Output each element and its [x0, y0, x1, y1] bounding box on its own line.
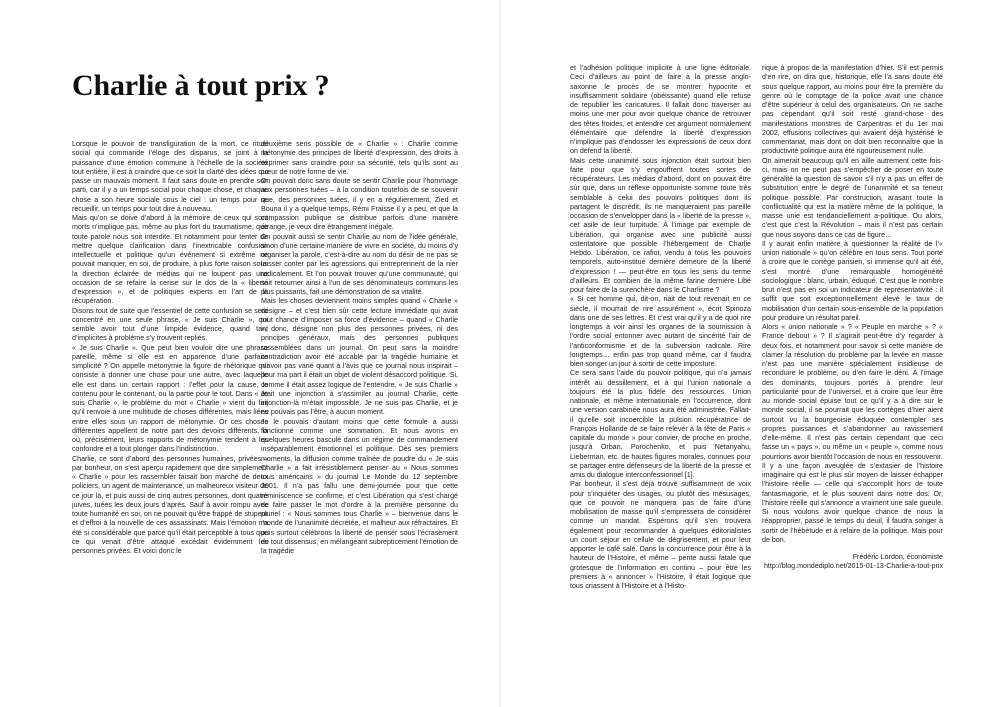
- paragraph: Mais cette unanimité sous injonction était surtout bien faite pour que s’y engouffrent toutes sortes de récupérateurs. Les médias d’abord, dont on pouvait être sûr que, dans un réflexe opportuniste somme toute très semblable à celui des pouvoirs politiques dont ils partagent le discrédit, ils ne manqueraient pas pareille occasion de s’envelopper dans la « liberté de la presse », cet asile de leur turpitude. À l’image par exemple de Libération, qui organise avec une publicité aussi ostentatoire que possible l’hébergement de Charlie Hebdo. Libération, ce rafiot, vendu à tous les pouvoirs temporels, auto-institué dernière demeure de la liberté d’expression ! — peut-être en tous les sens du terme d’ailleurs. Et combien de la même farine dernière Libé pour faire de la surenchère dans le Charlisme ?: [570, 156, 751, 294]
- paragraph: « Si cet homme qui, dit-on, riait de tout revenait en ce siècle, il mourrait de rire assurément », écrit Spinoza dans une de ses lettres. Et c’est vrai qu’il y a de quoi rire longtemps à voir ainsi les organes de la soumission à l’ordre social entonner avec autant de sincérité l’air de l’anticonformisme et de la subversion radicale. Rire longtemps… enfin pas trop quand même, car il faudra bien songer un jour à sortir de cette imposture.: [570, 295, 751, 368]
- paragraph: Par bonheur, il s’est déjà trouvé suffisamment de voix pour s’inquiéter des usages, ou plutôt des mésusages, que ce pouvoir ne manquera pas de faire d’une mobilisation de masse qu’il s’empressera de considérer comme un mandat. Espérons qu’il s’en trouvera également pour recommander à quelques éditorialistes un court séjour en cellule de dégrisement, et pour leur apporter le café salé. Dans la concurrence pour être à la hauteur de l’Histoire, et même – pente aussi fatale que grotesque de l’information en continu – pour être les premiers à « annoncer » l’Histoire, il était logique que tous criassent à l’Histoire et à l’Histo-: [570, 480, 751, 590]
- paragraph: et l’adhésion politique implicite à une ligne éditoriale. Ceci d’ailleurs au point de faire à la presse anglo-saxonne le procès de se montrer hypocrite et insuffisamment solidaire (obéissante) quand elle refuse de republier les caricatures. Il fallait donc traverser au moins une mer pour avoir quelque chance de retrouver des têtes froides, et entendre cet argument normalement élémentaire que défendre la liberté d’expression n’implique pas d’endosser les expressions de ceux dont on défend la liberté.: [570, 64, 751, 156]
- author-credit: Frédéric Lordon, économiste: [852, 553, 943, 561]
- paragraph: Ce sera sans l’aide du pouvoir politique, qui n’a jamais intérêt au dessillement, et à qui l’union nationale a toujours été la plus fidèle des ressources. Union nationale, et même internationale en l’occurrence, dont une version carabinée nous aura été administrée. Fallait-il qu’elle soit incoercible la pulsion récupératrice de François Hollande de se faire relever à la tête de Paris « capitale du monde » pour convier, de proche en proche, jusqu’à Orban, Porochenko, et puis Netanyahu, Lieberman, etc. de hautes figures morales, connues pour se partager entre défenseurs de la liberté de la presse et amis du dialogue interconfessionnel [1].: [570, 369, 751, 479]
- article-signature: [762, 553, 943, 572]
- paragraph: « Je suis Charlie ». Que peut bien vouloir dire une phrase pareille, même si elle est en apparence d’une parfaite simplicité ? On appelle métonymie la figure de rhétorique qui consiste à donner une chose pour une autre, avec laquelle elle est dans un certain rapport : l’effet pour la cause, le contenu pour le contenant, ou la partie pour le tout. Dans « Je suis Charlie », le problème du mot « Charlie » vient du fait qu’il renvoie à une multitude de choses différentes, mais liées entre elles sous un rapport de métonymie. Or ces choses différentes appellent de notre part des devoirs différents, là où, précisément, leurs rapports de métonymie tendent à les confondre et à tout plonger dans l’indistinction.: [72, 343, 268, 454]
- article-column-1: [72, 140, 268, 556]
- article-column-4: [762, 64, 943, 572]
- paragraph: On pouvait aussi se sentir Charlie au nom de l’idée générale, sinon d’une certaine manière de vivre en société, du moins d’y organiser la parole, c’est-à-dire au nom du désir de ne pas se laisser conter par les agressions qui entreprennent de la nier radicalement. Et l’on pouvait trouver qu’une communauté, qui sait retourner ainsi à l’un de ses dénominateurs communs les plus puissants, fait une démonstration de sa vitalité.: [261, 232, 458, 296]
- paragraph: On pouvait donc sans doute se sentir Charlie pour l’hommage aux personnes tuées – à la condition toutefois de se souvenir que, des personnes tuées, il y en a régulièrement, Zied et Bouna il y a quelque temps, Rémi Fraisse il y a peu, et que la compassion publique se distribue parfois d’une manière étrange, je veux dire étrangement inégale.: [261, 177, 458, 232]
- paragraph: On aimerait beaucoup qu’il en aille autrement cette fois-ci, mais on ne peut pas s’empêcher de poser en toute généralité la question de savoir s’il n’y a pas un effet de substitution entre le degré de l’unanimité et sa teneur politique possible. Par construction, arasant toute la conflictualité qui est la matière même de la politique, la masse unie est tendanciellement a-politique. Ou alors, c’est que c’est la Révolution – mais il n’est pas certain que nous soyons dans ce cas de figure…: [762, 156, 943, 239]
- paragraph: Alors « union nationale » ? « Peuple en marche » ? « France debout » ? Il s’agirait peut-être d’y regarder à deux fois, et notamment pour savoir si cette manière de clamer la résolution du problème par la levée en masse n’est pas une manière spécialement insidieuse de reconduire le problème, ou d’en faire le déni. À l’image des dominants, toujours portés à prendre leur particularité pour de l’universel, et à croire que leur être au monde social épuise tout ce qu’il y a à dire sur le monde social, il se pourrait que les cortèges d’hier aient surtout vu la bourgeoisie éduquée contempler ses propres puissances et s’abandonner au ravissement d’elle-même. Il n’est pas certain cependant que ceci fasse un « pays », ou même un « peuple », comme nous pourrions avoir bientôt l’occasion de nous en ressouvenir.: [762, 323, 943, 461]
- paragraph: Lorsque le pouvoir de transfiguration de la mort, ce rituel social qui commande l’éloge des disparus, se joint à la puissance d’une émotion commune à l’échelle de la société tout entière, il est à craindre que ce soit la clarté des idées qui passe un mauvais moment. Il faut sans doute en prendre son parti, car il y a un temps social pour chaque chose, et chaque chose a son heure sociale sous le ciel : un temps pour se recueillir, un temps pour tout dire à nouveau.: [72, 140, 268, 213]
- paragraph: Disons tout de suite que l’essentiel de cette confusion se sera concentré en une seule phrase, « Je suis Charlie », qui semble avoir tout d’une limpide évidence, quand tant d’implicites à problème s’y trouvent repliés.: [72, 306, 268, 343]
- paragraph: Il y a une façon aveuglée de s’extasier de l’histoire imaginaire qui est le plus sûr moyen de laisser échapper l’histoire réelle — celle qui s’accomplit hors de toute fantasmagorie, et le plus souvent dans notre dos. Or, l’histoire réelle qui s’annonce a vraiment une sale gueule. Si nous voulons avoir quelque chance de nous la réapproprier, passé le temps du deuil, il faudra songer à sortir de l’hébétude et à refaire de la politique. Mais pour de bon.: [762, 461, 943, 544]
- source-url: http://blog.mondediplo.net/2015-01-13-Charlie-a-tout-prix: [763, 562, 943, 571]
- paragraph: Il y aurait enfin matière à questionner la réalité de l’« union nationale » qu’on célèbre en tous sens. Tout porte à croire que le cortège parisien, si immense qu’il ait été, s’est montré d’une remarquable homogénéité sociologique : blanc, urbain, éduqué. C’est que le nombre brut n’est pas en soi un indicateur de représentativité : il suffit que soit exceptionnellement élevé le taux de mobilisation d’un certain sous-ensemble de la population pour produire un résultat pareil.: [762, 239, 944, 322]
- paragraph: Mais les choses deviennent moins simples quand « Charlie » désigne – et c’est bien sûr cette lecture immédiate qui avait tout chance d’imposer sa force d’évidence – quand « Charlie », donc, désigne non plus des personnes privées, ni des principes généraux, mais des personnes publiques rassemblées dans un journal. On peut sans la moindre contradiction avoir été accablé par la tragédie humaine et n’avoir pas varié quant à l’avis que ce journal nous inspirait – pour ma part il était un objet de violent désaccord politique. Si, comme il était assez logique de l’entendre, « Je suis Charlie » était une injonction à s’assimiler au journal Charlie, cette injonction-là m’était impossible. Je ne suis pas Charlie, et je ne pouvais pas l’être, à aucun moment.: [261, 297, 458, 417]
- paragraph: Charlie, ce sont d’abord des personnes humaines, privées – par bonheur, on s’est aperçu rapidement que dire simplement « Charlie » pour les rassembler faisait bon marché de deux policiers, un agent de maintenance, un malheureux visiteur de ce jour là, et puis aussi de cinq autres personnes, dont quatre juives, tuées les deux jours d’après. Sauf à avoir rompu avec toute humanité en soi, on ne pouvait qu’être frappé de stupeur et d’effroi à la nouvelle de ces assassinats. Mais l’émotion n’a été si considérable que parce qu’il était perceptible à tous que ce qui venait d’être attaqué excédait évidemment les personnes privées. Et voici donc le: [72, 454, 268, 555]
- article-column-3: [570, 64, 751, 591]
- paragraph: Mais qu’on se doive d’abord à la mémoire de ceux qui sont morts n’implique pas, même au plus fort du traumatisme, que toute parole nous soit interdite. Et notamment pour tenter de mettre quelque clarification dans l’inextricable confusion intellectuelle et politique qu’un événement si extrême ne pouvait manquer, en soi, de produire, à plus forte raison sous la direction éclairée de médias qui ne loupent pas une occasion de se refaire la cerise sur le dos de la « liberté d’expression », et de politiques experts en l’art de la récupération.: [72, 214, 268, 306]
- page-gutter: [499, 0, 501, 707]
- paragraph: Je le pouvais d’autant moins que cette formule a aussi fonctionné comme une sommation. Et nous avons en quelques heures basculé dans un régime de commandement inséparablement émotionnel et politique. Dès ses premiers moments, la diffusion comme traînée de poudre du « Je suis Charlie » a fait irrésistiblement penser au « Nous sommes tous américains » du journal Le Monde du 12 septembre 2001. Il n’a pas fallu une demi-journée pour que cette réminiscence se confirme, et c’est Libération qui s’est chargé de faire passer le mot d’ordre à la première personne du pluriel : « Nous sommes tous Charlie » – bienvenue dans le monde de l’unanimité décrétée, et malheur aux réfractaires. Et puis surtout célébrons la liberté de penser sous l’écrasement de tout dissensus, en mélangeant subrepticement l’émotion de la tragédie: [261, 417, 458, 555]
- article-title: Charlie à tout prix ?: [72, 69, 330, 102]
- article-column-2: [261, 140, 458, 556]
- paragraph: rique à propos de la manifestation d’hier. S’il est permis d’en rire, on dira que, historique, elle l’a sans doute été sous quelque rapport, au moins pour être la première du genre où le comptage de la police avait une chance d’être supérieur à celui des organisateurs. On ne sache pas cependant qu’il soit resté grand-chose des manifestations monstres de Carpentras et du 1er mai 2002, effusions collectives qui avaient déjà hystérisé le commentariat, mais dont on doit bien reconnaître que la productivité politique aura été rigoureusement nulle.: [762, 64, 943, 156]
- paragraph: deuxième sens possible de « Charlie » : Charlie comme métonymie des principes de liberté d’expression, des droits à exprimer sans craindre pour sa sécurité, tels qu’ils sont au cœur de notre forme de vie.: [261, 140, 458, 176]
